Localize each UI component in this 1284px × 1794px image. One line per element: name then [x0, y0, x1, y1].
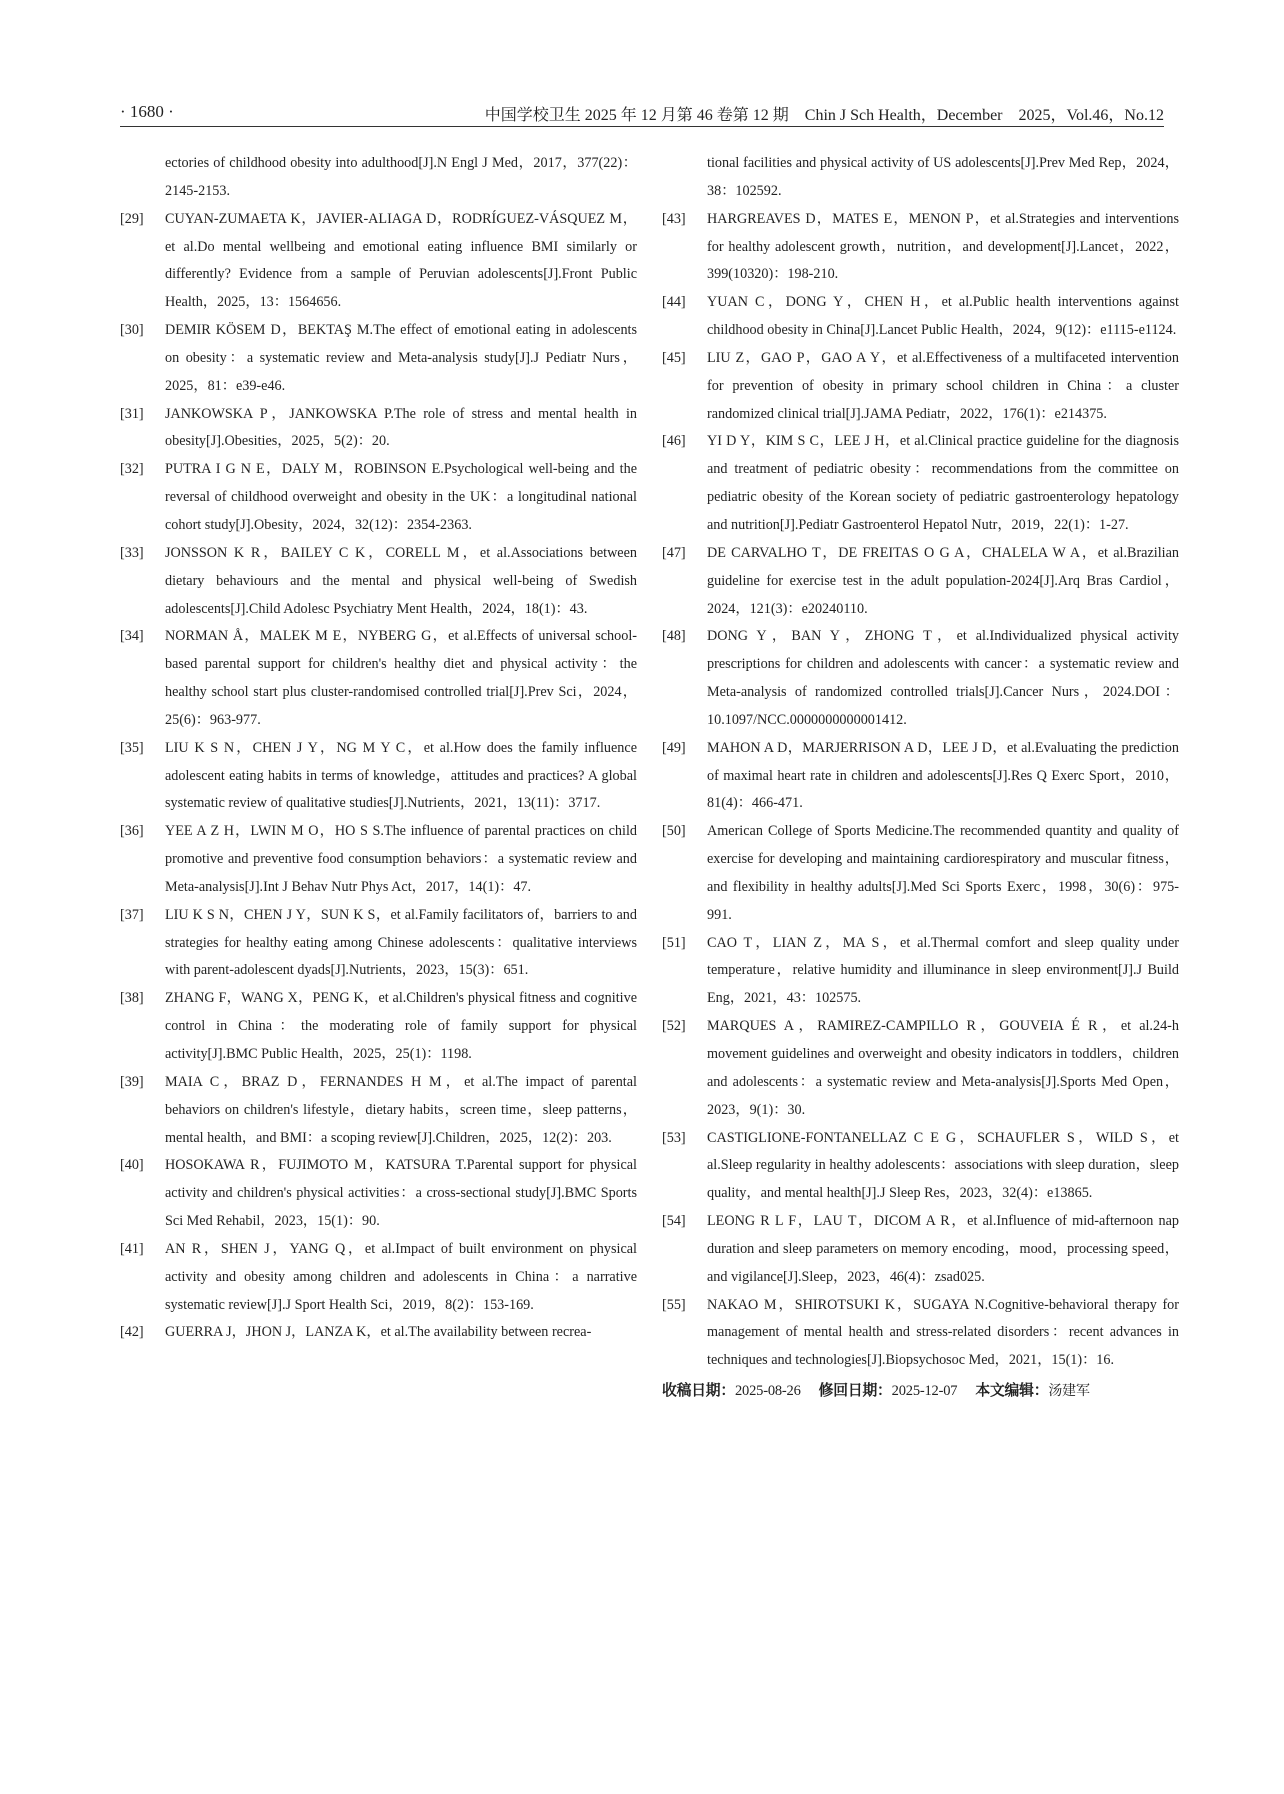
reference-item — [662, 1292, 1179, 1376]
reference-text: DEMIR KÖSEM D，BEKTAŞ M.The effect of emotional eating in adolescents on obesity：a systematic review and Meta-analysis study[J].J Pediatr Nurs，2025，81：e39-e46. — [165, 322, 637, 394]
reference-text: LIU K S N，CHEN J Y，SUN K S，et al.Family facilitators of，barriers to and strategies for healthy eating among Chinese adolescents：qualitative interviews with parent-adolescent dyads[J].Nutrients，2023，15(3)：651. — [165, 906, 637, 979]
reference-item — [120, 735, 637, 819]
reference-number: [53] — [662, 1129, 686, 1146]
right-column — [662, 150, 1179, 1406]
reference-item — [662, 623, 1179, 734]
reference-text: JANKOWSKA P，JANKOWSKA P.The role of stress and mental health in obesity[J].Obesities，2025，5(2)：20. — [165, 405, 637, 450]
reference-item — [662, 1208, 1179, 1292]
editor-name: 汤建军 — [1048, 1383, 1090, 1400]
reference-number: [54] — [662, 1213, 686, 1230]
reference-number: [33] — [120, 544, 144, 561]
article-dates-footer — [662, 1377, 1179, 1406]
page-number: · 1680 · — [120, 102, 174, 121]
reference-number: [29] — [120, 210, 144, 227]
reference-text: CAO T，LIAN Z，MA S，et al.Thermal comfort and sleep quality under temperature，relative humidity and illuminance in sleep environment[J].J Build Eng，2021，43：102575. — [707, 934, 1179, 1007]
reference-item — [662, 818, 1179, 929]
reference-item — [120, 540, 637, 624]
reference-item — [662, 289, 1179, 345]
reference-continuation: ectories of childhood obesity into adulthood[J].N Engl J Med，2017，377(22)：2145-2153. — [165, 155, 637, 199]
right-reference-list — [662, 206, 1179, 1375]
left-reference-list — [120, 206, 637, 1348]
reference-number: [44] — [662, 294, 686, 311]
reference-number: [52] — [662, 1018, 686, 1035]
reference-text: YI D Y，KIM S C，LEE J H，et al.Clinical practice guideline for the diagnosis and treatment of pediatric obesity：recommendations from the committee on pediatric obesity of the Korean society of pediatric gastroenterology hepatology and nutrition[J].Pediatr Gastroenterol Hepatol Nutr，2019，22(1)：1-27. — [707, 433, 1179, 533]
reference-text: HARGREAVES D，MATES E，MENON P，et al.Strategies and interventions for healthy adolescent growth，nutrition，and development[J].Lancet，2022，399(10320)：198-210. — [707, 210, 1179, 283]
reference-item — [120, 902, 637, 986]
reference-text: DONG Y，BAN Y，ZHONG T，et al.Individualized physical activity prescriptions for children and adolescents with cancer：a systematic review and Meta-analysis of randomized controlled trials[J].Cancer Nurs，2024.DOI：10.1097/NCC.0000000000001412. — [707, 628, 1179, 728]
reference-text: LIU Z，GAO P，GAO A Y，et al.Effectiveness of a multifaceted intervention for prevention of obesity in primary school children in China：a cluster randomized clinical trial[J].JAMA Pediatr，2022，176(1)：e214375. — [707, 349, 1179, 422]
reference-item — [120, 985, 637, 1069]
reference-text: NORMAN Å，MALEK M E，NYBERG G，et al.Effects of universal school-based parental support for children's healthy diet and physical activity：the healthy school start plus cluster-randomised controlled trial[J].Prev Sci，2024，25(6)：963-977. — [165, 628, 637, 728]
reference-item — [662, 1125, 1179, 1209]
reference-text: DE CARVALHO T，DE FREITAS O G A，CHALELA W A，et al.Brazilian guideline for exercise test in the adult population-2024[J].Arq Bras Cardiol，2024，121(3)：e20240110. — [707, 544, 1179, 617]
reference-number: [49] — [662, 739, 686, 756]
reference-text: American College of Sports Medicine.The recommended quantity and quality of exercise for developing and maintaining cardiorespiratory and muscular fitness，and flexibility in healthy adults[J].Med Sci Sports Exerc，1998，30(6)：975-991. — [707, 823, 1179, 923]
reference-number: [37] — [120, 906, 144, 923]
reference-item — [120, 623, 637, 734]
reference-text: CASTIGLIONE-FONTANELLAZ C E G，SCHAUFLER S，WILD S，et al.Sleep regularity in healthy adolescents：associations with sleep duration，sleep quality，and mental health[J].J Sleep Res，2023，32(4)：e13865. — [707, 1129, 1179, 1202]
reference-item — [120, 206, 637, 317]
reference-number: [55] — [662, 1296, 686, 1313]
reference-number: [40] — [120, 1157, 144, 1174]
editor-label: 本文编辑： — [975, 1382, 1049, 1400]
reference-item — [120, 401, 637, 457]
reference-number: [36] — [120, 823, 144, 840]
reference-item — [120, 1319, 637, 1347]
reference-text: PUTRA I G N E，DALY M，ROBINSON E.Psychological well-being and the reversal of childhood overweight and obesity in the UK：a longitudinal national cohort study[J].Obesity，2024，32(12)：2354-2363. — [165, 461, 637, 533]
reference-text: YUAN C，DONG Y，CHEN H，et al.Public health interventions against childhood obesity in China[J].Lancet Public Health，2024，9(12)：e1115-e1124. — [707, 294, 1179, 339]
reference-number: [48] — [662, 628, 686, 645]
reference-item — [662, 930, 1179, 1014]
reference-number: [47] — [662, 544, 686, 561]
reference-text: YEE A Z H，LWIN M O，HO S S.The influence of parental practices on child promotive and preventive food consumption behaviors：a systematic review and Meta-analysis[J].Int J Behav Nutr Phys Act，2017，14(1)：47. — [165, 823, 637, 895]
reference-item — [120, 1236, 637, 1320]
reference-text: AN R，SHEN J，YANG Q，et al.Impact of built environment on physical activity and obesity among children and adolescents in China：a narrative systematic review[J].J Sport Health Sci，2019，8(2)：153-169. — [165, 1240, 637, 1313]
reference-text: CUYAN-ZUMAETA K，JAVIER-ALIAGA D，RODRÍGUEZ-VÁSQUEZ M，et al.Do mental wellbeing and emotional eating influence BMI similarly or differently? Evidence from a sample of Peruvian adolescents[J].Front Public Health，2025，13：1564656. — [165, 210, 637, 311]
reference-text: HOSOKAWA R，FUJIMOTO M，KATSURA T.Parental support for physical activity and children's physical activities：a cross-sectional study[J].BMC Sports Sci Med Rehabil，2023，15(1)：90. — [165, 1157, 637, 1230]
journal-citation-line: 中国学校卫生 2025 年 12 月第 46 卷第 12 期 Chin J Sch Health，December 2025，Vol.46，No.12 — [484, 107, 1164, 124]
reference-number: [39] — [120, 1073, 144, 1090]
reference-item — [120, 317, 637, 401]
reference-text: JONSSON K R，BAILEY C K，CORELL M，et al.Associations between dietary behaviours and the mental and physical well-being of Swedish adolescents[J].Child Adolesc Psychiatry Ment Health，2024，18(1)：43. — [165, 544, 637, 617]
reference-item — [662, 540, 1179, 624]
reference-item — [662, 735, 1179, 819]
reference-text: NAKAO M，SHIROTSUKI K，SUGAYA N.Cognitive-behavioral therapy for management of mental health and stress-related disorders：recent advances in techniques and technologies[J].Biopsychosoc Med，2021，15(1)：16. — [707, 1296, 1179, 1369]
reference-number: [42] — [120, 1324, 144, 1341]
reference-item — [662, 428, 1179, 539]
reference-continuation: tional facilities and physical activity of US adolescents[J].Prev Med Rep，2024，38：102592. — [707, 155, 1179, 199]
header-rule — [120, 126, 1164, 127]
reference-number: [43] — [662, 210, 686, 227]
reference-item — [120, 1069, 637, 1153]
reference-text: LEONG R L F，LAU T，DICOM A R，et al.Influence of mid-afternoon nap duration and sleep parameters on memory encoding，mood，processing speed，and vigilance[J].Sleep，2023，46(4)：zsad025. — [707, 1213, 1179, 1285]
reference-text: GUERRA J，JHON J，LANZA K，et al.The availability between recrea- — [165, 1324, 592, 1341]
reference-number: [50] — [662, 823, 686, 840]
reference-item — [662, 1013, 1179, 1124]
left-column — [120, 150, 637, 1347]
reference-item — [120, 1152, 637, 1236]
reference-number: [51] — [662, 934, 686, 951]
reference-number: [46] — [662, 433, 686, 450]
reference-item — [120, 456, 637, 540]
reference-text: MAHON A D，MARJERRISON A D，LEE J D，et al.Evaluating the prediction of maximal heart rate in children and adolescents[J].Res Q Exerc Sport，2010，81(4)：466-471. — [707, 739, 1179, 812]
reference-number: [34] — [120, 628, 144, 645]
reference-text: LIU K S N，CHEN J Y，NG M Y C，et al.How does the family influence adolescent eating habits in terms of knowledge，attitudes and practices? A global systematic review of qualitative studies[J].Nutrients，2021，13(11)：3717. — [165, 739, 637, 812]
reference-text: MAIA C，BRAZ D，FERNANDES H M，et al.The impact of parental behaviors on children's lifestyle，dietary habits，screen time，sleep patterns，mental health，and BMI：a scoping review[J].Children，2025，12(2)：203. — [165, 1073, 637, 1146]
reference-number: [35] — [120, 739, 144, 756]
reference-text: MARQUES A，RAMIREZ-CAMPILLO R，GOUVEIA É R，et al.24-h movement guidelines and overweight and obesity indicators in toddlers，children and adolescents：a systematic review and Meta-analysis[J].Sports Med Open，2023，9(1)：30. — [707, 1018, 1179, 1118]
reference-item — [120, 818, 637, 902]
reference-number: [31] — [120, 405, 144, 422]
reference-number: [32] — [120, 461, 144, 478]
reference-number: [41] — [120, 1240, 144, 1257]
reference-item — [662, 206, 1179, 290]
revised-date-label: 修回日期： — [818, 1382, 892, 1400]
reference-item — [662, 345, 1179, 429]
revised-date: 2025-12-07 — [891, 1383, 958, 1400]
reference-number: [30] — [120, 322, 144, 339]
reference-number: [38] — [120, 990, 144, 1007]
received-date: 2025-08-26 — [735, 1383, 801, 1400]
reference-text: ZHANG F，WANG X，PENG K，et al.Children's physical fitness and cognitive control in China：the moderating role of family support for physical activity[J].BMC Public Health，2025，25(1)：1198. — [165, 990, 637, 1062]
reference-number: [45] — [662, 349, 686, 366]
received-date-label: 收稿日期： — [662, 1382, 735, 1400]
